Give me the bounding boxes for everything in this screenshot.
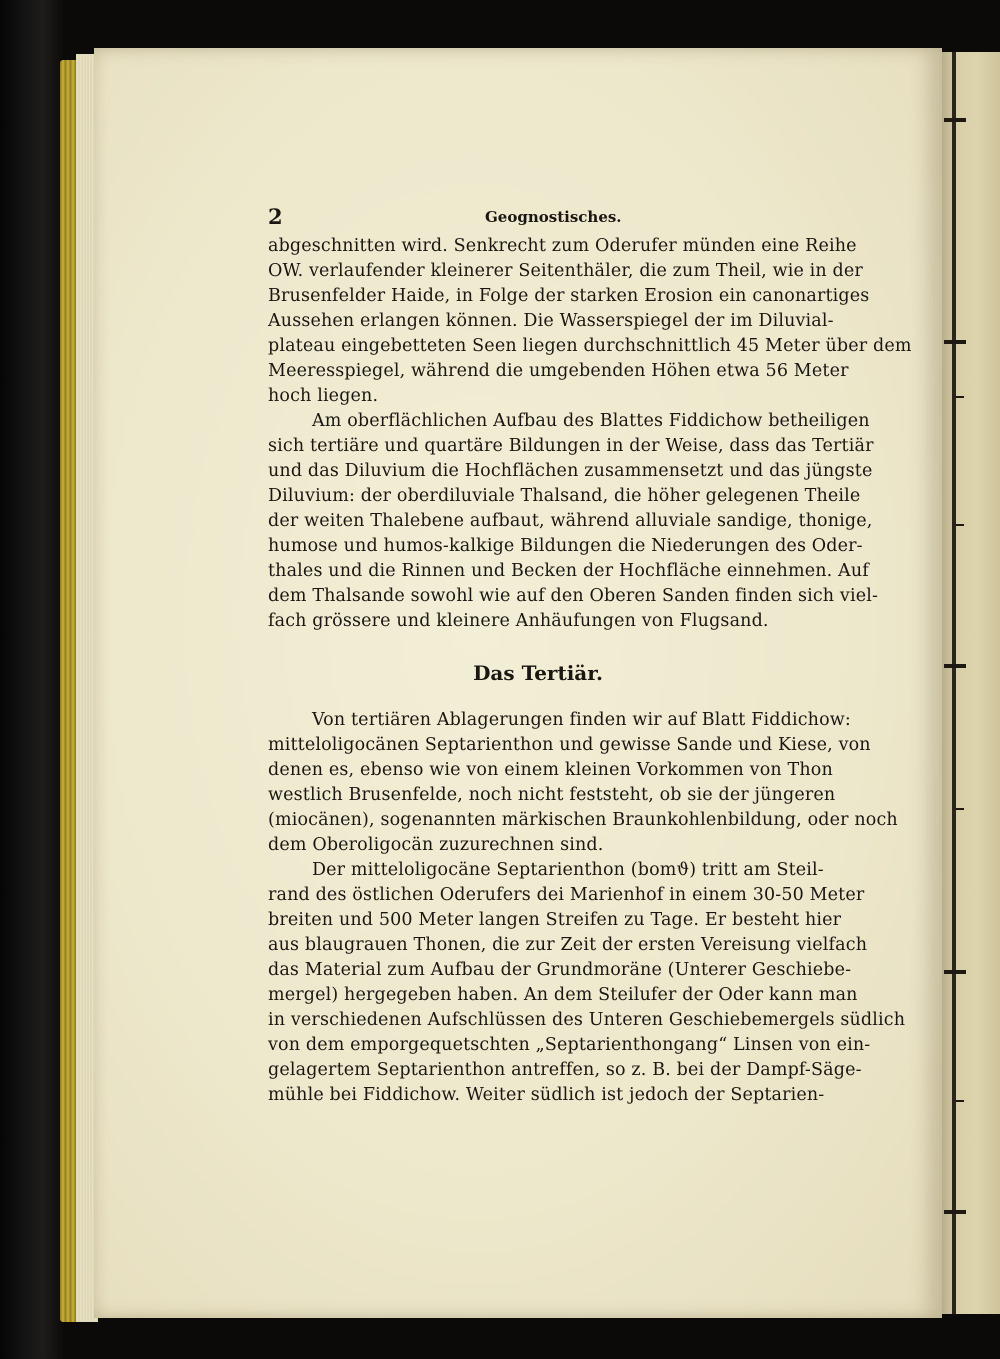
- text-line: plateau eingebetteten Seen liegen durchschnittlich 45 Meter über dem: [268, 336, 912, 356]
- page-number: 2: [268, 204, 283, 229]
- gutter-mark: [944, 118, 966, 122]
- text-line: sich tertiäre und quartäre Bildungen in der Weise, dass das Tertiär: [268, 436, 874, 456]
- text-line: Diluvium: der oberdiluviale Thalsand, die höher gelegenen Theile: [268, 486, 861, 506]
- text-line: dem Thalsande sowohl wie auf den Oberen Sanden finden sich viel-: [268, 586, 879, 606]
- text-line: fach grössere und kleinere Anhäufungen von Flugsand.: [268, 611, 769, 631]
- text-line: mühle bei Fiddichow. Weiter südlich ist jedoch der Septarien-: [268, 1085, 825, 1105]
- text-line: Am oberflächlichen Aufbau des Blattes Fiddichow betheiligen: [312, 411, 870, 431]
- text-line: humose und humos-kalkige Bildungen die Niederungen des Oder-: [268, 536, 863, 556]
- paragraph: [268, 409, 879, 634]
- text-line: denen es, ebenso wie von einem kleinen Vorkommen von Thon: [268, 760, 833, 780]
- text-line: thales und die Rinnen und Becken der Hochfläche einnehmen. Auf: [268, 561, 869, 581]
- adjacent-page-strip: [942, 52, 1000, 1314]
- text-line: (miocänen), sogenannten märkischen Braunkohlenbildung, oder noch: [268, 810, 898, 830]
- gutter-mark: [944, 970, 966, 974]
- paragraph: [268, 708, 898, 858]
- text-line: gelagertem Septarienthon antreffen, so z. B. bei der Dampf-Säge-: [268, 1060, 862, 1080]
- text-line: Aussehen erlangen können. Die Wasserspiegel der im Diluvial-: [268, 311, 834, 331]
- text-line: westlich Brusenfelde, noch nicht feststeht, ob sie der jüngeren: [268, 785, 836, 805]
- paragraph: [268, 858, 906, 1108]
- gutter-tick: [956, 808, 964, 810]
- text-line: mergel) hergegeben haben. An dem Steilufer der Oder kann man: [268, 985, 858, 1005]
- text-line: hoch liegen.: [268, 386, 379, 406]
- running-title: Geognostisches.: [485, 208, 622, 226]
- text-line: Meeresspiegel, während die umgebenden Höhen etwa 56 Meter: [268, 361, 849, 381]
- text-line: und das Diluvium die Hochflächen zusammensetzt und das jüngste: [268, 461, 873, 481]
- text-line: Von tertiären Ablagerungen finden wir auf Blatt Fiddichow:: [312, 710, 851, 730]
- gutter-tick: [956, 396, 964, 398]
- section-heading: Das Tertiär.: [473, 661, 603, 685]
- text-line: Brusenfelder Haide, in Folge der starken Erosion ein canonartiges: [268, 286, 870, 306]
- text-line: in verschiedenen Aufschlüssen des Unteren Geschiebemergels südlich: [268, 1010, 906, 1030]
- text-line: rand des östlichen Oderufers dei Marienhof in einem 30-50 Meter: [268, 885, 865, 905]
- gutter-mark: [944, 664, 966, 668]
- text-line: abgeschnitten wird. Senkrecht zum Oderufer münden eine Reihe: [268, 236, 857, 256]
- book-cover-edge: [0, 0, 62, 1359]
- page-text-block: [268, 204, 912, 1108]
- gutter-mark: [944, 340, 966, 344]
- gutter-mark: [944, 1210, 966, 1214]
- gutter-tick: [956, 1100, 964, 1102]
- text-line: das Material zum Aufbau der Grundmoräne (Unterer Geschiebe-: [268, 960, 852, 980]
- text-line: Der mitteloligocäne Septarienthon (bomϑ) tritt am Steil-: [312, 860, 824, 880]
- text-line: der weiten Thalebene aufbaut, während alluviale sandige, thonige,: [268, 511, 873, 531]
- gutter-tick: [956, 524, 964, 526]
- running-head: [268, 204, 808, 234]
- text-line: aus blaugrauen Thonen, die zur Zeit der ersten Vereisung vielfach: [268, 935, 868, 955]
- text-line: dem Oberoligocän zuzurechnen sind.: [268, 835, 604, 855]
- paragraph: [268, 234, 912, 409]
- text-line: mitteloligocänen Septarienthon und gewisse Sande und Kiese, von: [268, 735, 871, 755]
- text-line: von dem emporgequetschten „Septarienthongang“ Linsen von ein-: [268, 1035, 871, 1055]
- text-line: OW. verlaufender kleinerer Seitenthäler, die zum Theil, wie in der: [268, 261, 863, 281]
- text-line: breiten und 500 Meter langen Streifen zu Tage. Er besteht hier: [268, 910, 842, 930]
- page-gutter-line: [952, 52, 956, 1314]
